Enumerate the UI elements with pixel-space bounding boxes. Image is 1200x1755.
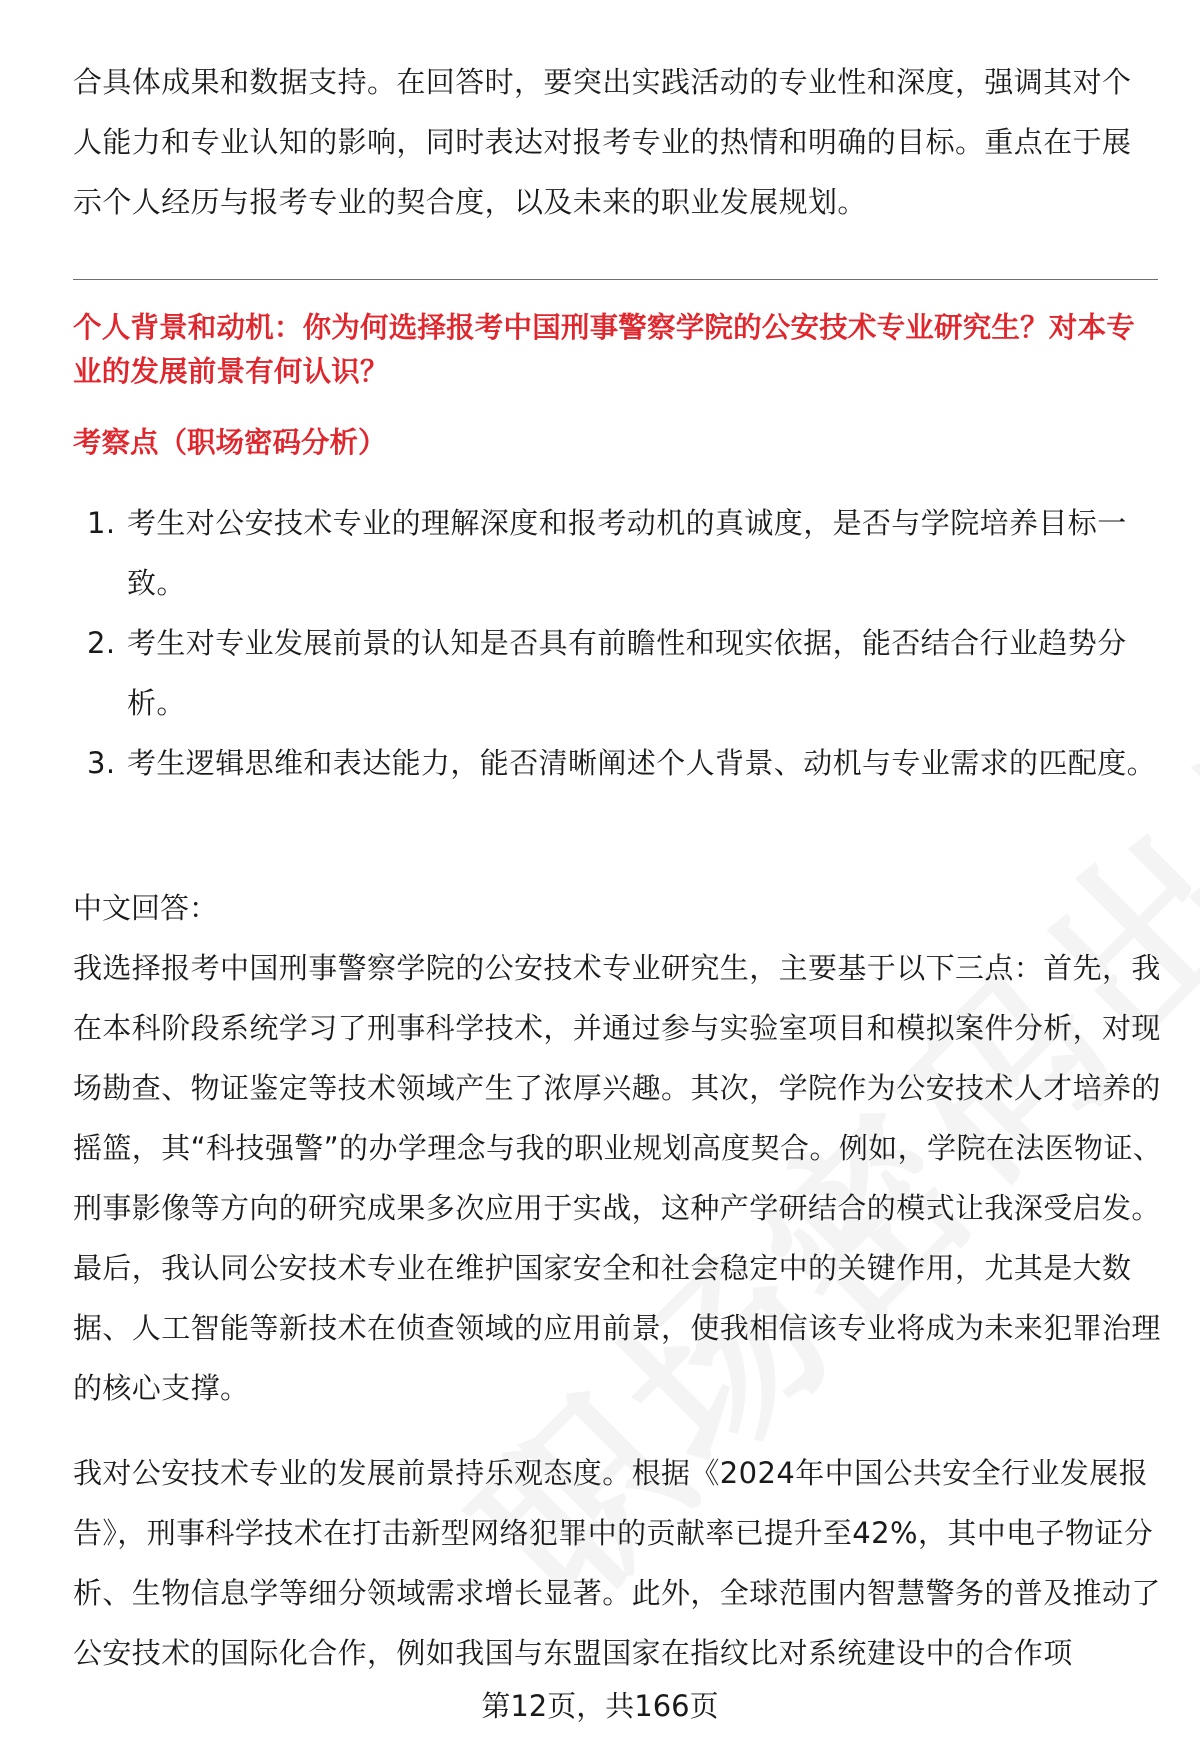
assessment-title: 考察点（职场密码分析）	[73, 426, 387, 459]
list-item-number: 1.	[87, 506, 116, 540]
intro-paragraph: 合具体成果和数据支持。在回答时，要突出实践活动的专业性和深度，强调其对个人能力和专业认知的影响，同时表达对报考专业的热情和明确的目标。重点在于展示个人经历与报考专业的契合度，以及未来的职业发展规划。	[73, 65, 1132, 219]
assessment-points-list	[73, 493, 1158, 793]
list-item	[73, 733, 1158, 793]
answer-paragraph-2: 我对公安技术专业的发展前景持乐观态度。根据《2024年中国公共安全行业发展报告》，刑事科学技术在打击新型网络犯罪中的贡献率已提升至42%，其中电子物证分析、生物信息学等细分领域需求增长显著。此外，全球范围内智慧警务的普及推动了公安技术的国际化合作，例如我国与东盟国家在指纹比对系统建设中的合作项	[73, 1456, 1161, 1670]
list-item-number: 2.	[87, 626, 116, 660]
list-item	[73, 493, 1158, 613]
list-item-text: 考生对公安技术专业的理解深度和报考动机的真诚度，是否与学院培养目标一致。	[127, 506, 1127, 600]
list-item-number: 3.	[87, 746, 116, 780]
intro-section	[73, 52, 1158, 232]
answer-label: 中文回答：	[73, 891, 219, 925]
question-heading: 个人背景和动机：你为何选择报考中国刑事警察学院的公安技术专业研究生？对本专业的发展前景有何认识？	[73, 311, 1135, 388]
answer-paragraph-1: 我选择报考中国刑事警察学院的公安技术专业研究生，主要基于以下三点：首先，我在本科阶段系统学习了刑事科学技术，并通过参与实验室项目和模拟案件分析，对现场勘查、物证鉴定等技术领域产生了浓厚兴趣。其次，学院作为公安技术人才培养的摇篮，其“科技强警”的办学理念与我的职业规划高度契合。例如，学院在法医物证、刑事影像等方向的研究成果多次应用于实战，这种产学研结合的模式让我深受启发。最后，我认同公安技术专业在维护国家安全和社会稳定中的关键作用，尤其是大数据、人工智能等新技术在侦查领域的应用前景，使我相信该专业将成为未来犯罪治理的核心支撑。	[73, 951, 1163, 1405]
section-divider	[73, 279, 1158, 280]
list-item-text: 考生对专业发展前景的认知是否具有前瞻性和现实依据，能否结合行业趋势分析。	[127, 626, 1127, 720]
list-item-text: 考生逻辑思维和表达能力，能否清晰阐述个人背景、动机与专业需求的匹配度。	[127, 746, 1157, 780]
list-item	[73, 613, 1158, 733]
page-number-footer: 第12页，共166页	[481, 1689, 719, 1723]
